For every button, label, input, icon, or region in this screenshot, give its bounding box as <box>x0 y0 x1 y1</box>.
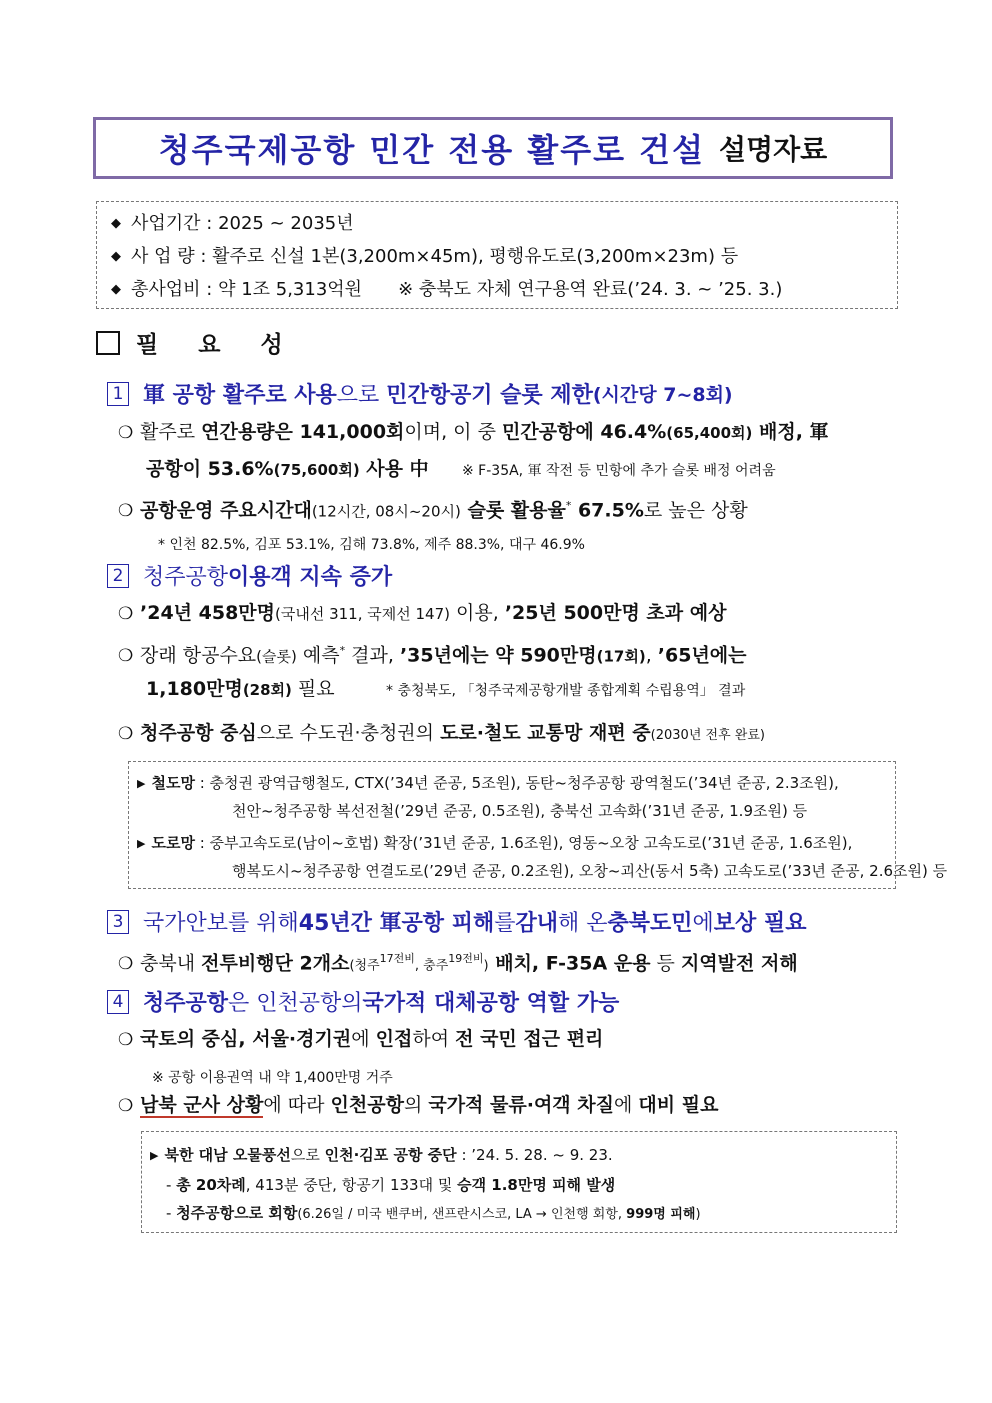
text: 1,180만명 <box>146 678 243 700</box>
road-line-2: 행복도시~청주공항 연결도로(’29년 준공, 0.2조원), 오창~괴산(동서 5축) 고속도로(’33년 준공, 2.6조원) 등 <box>232 862 948 880</box>
text: (17회) <box>596 647 646 666</box>
heading-part: 국가적 대체공항 역할 가능 <box>362 991 620 1016</box>
text: (75,600회) <box>273 461 360 479</box>
text: 인천공항 <box>330 1094 404 1116</box>
footnote-marker: * <box>565 499 572 512</box>
text: ’35년에는 약 590만명 <box>399 644 597 667</box>
summary-label: 총사업비 <box>131 279 201 300</box>
heading-part: 를 위해 <box>228 911 299 936</box>
text: (국내선 311, 국제선 147) <box>275 605 450 623</box>
text: 의 <box>403 1094 429 1116</box>
heading-part: 감내 <box>515 911 558 936</box>
summary-box <box>96 201 898 309</box>
text: , 413분 중단, 항공기 133대 및 <box>245 1176 458 1194</box>
text: 북한 대남 오물풍선 <box>164 1146 291 1164</box>
heading-part: 민간항공기 슬롯 제한 <box>386 383 593 408</box>
text: 공항운영 주요시간대 <box>140 499 312 522</box>
text: ) <box>483 958 489 974</box>
text: 으로 <box>290 1146 325 1164</box>
text: 이용, <box>449 602 505 624</box>
item-2-bullet-2-line-2 <box>146 675 335 704</box>
text: 장래 항공수요 <box>140 644 257 667</box>
balloon-line-2 <box>166 1174 615 1195</box>
text: 국가적 물류·여객 차질 <box>428 1094 614 1116</box>
balloon-line-3 <box>166 1202 701 1223</box>
title-sub: 설명자료 <box>719 133 828 166</box>
heading-part: 에 <box>692 911 714 936</box>
text: 17전비 <box>379 952 415 965</box>
text: 청주공항으로 회항 <box>176 1204 298 1222</box>
text: , <box>645 644 658 667</box>
footnote: * 충청북도, 「청주국제공항개발 종합계획 수립용역」 결과 <box>386 683 746 699</box>
text: 도로·철도 교통망 재편 중 <box>440 722 651 744</box>
text: 청주공항 중심 <box>140 722 257 744</box>
text: , 충주 <box>414 958 449 974</box>
item-2-heading <box>107 560 392 591</box>
diamond-bullet-icon: ◆ <box>111 249 121 264</box>
diamond-bullet-icon: ◆ <box>111 282 121 297</box>
text: ) <box>695 1207 701 1222</box>
summary-value: 2025 ~ 2035년 <box>218 213 354 234</box>
heading-part: 으로 <box>336 383 380 408</box>
text: (12시간, 08시~20시) <box>311 502 461 521</box>
item-4-bullet-2 <box>118 1091 718 1120</box>
text: 활주로 <box>140 421 202 443</box>
summary-period: ◆ 사업기간 : 2025 ~ 2035년 <box>111 213 354 234</box>
item-1-bullet-1-line-1 <box>118 418 829 447</box>
circle-bullet-icon: ❍ <box>118 1096 134 1116</box>
triangle-bullet-icon: ▶ <box>137 837 146 850</box>
text: 에 <box>613 1094 639 1116</box>
text: 민간공항에 46.4% <box>501 421 667 443</box>
heading-part: 軍 공항 활주로 사용 <box>143 383 337 408</box>
balloon-detail-box <box>141 1131 897 1233</box>
text: (6.26일 / 미국 밴쿠버, 샌프란시스코, LA → 인천행 회항, <box>297 1207 627 1222</box>
heading-part: 청주공항 <box>143 991 229 1016</box>
text: ’25년 500만명 초과 예상 <box>504 602 727 624</box>
text: (28회) <box>242 681 292 699</box>
checkbox-square-icon <box>96 331 120 355</box>
text: 승객 1.8만명 피해 발생 <box>457 1176 616 1194</box>
summary-label: 사 업 량 <box>131 246 195 267</box>
circle-bullet-icon: ❍ <box>118 604 134 624</box>
text: - <box>166 1204 177 1222</box>
text: 공항이 53.6% <box>146 458 274 480</box>
summary-value: 활주로 신설 1본(3,200m×45m), 평행유도로(3,200m×23m) 등 <box>212 246 739 267</box>
text: 67.5% <box>571 499 644 522</box>
rail-line-2: 천안~청주공항 복선전철(’29년 준공, 0.5조원), 충북선 고속화(’31년 준공, 1.9조원) 등 <box>232 802 808 820</box>
heading-part: (시간당 7~8회) <box>592 384 733 406</box>
heading-part: 국가안보 <box>143 911 229 936</box>
section-heading <box>96 326 299 359</box>
text: (슬롯) <box>256 647 297 666</box>
diamond-bullet-icon: ◆ <box>111 216 121 231</box>
summary-cost: ◆ 총사업비 : 약 1조 5,313억원 ※ 충북도 자체 연구용역 완료(’24. 3. ~ ’25. 3.) <box>111 279 783 300</box>
text: 전 국민 접근 편리 <box>455 1028 604 1050</box>
heading-part: 이용객 지속 증가 <box>228 565 393 590</box>
road-label: 도로망 <box>151 834 195 852</box>
summary-note: ※ 충북도 자체 연구용역 완료(’24. 3. ~ ’25. 3.) <box>398 279 783 300</box>
item-number-box: 3 <box>107 910 129 934</box>
text: 남북 군사 상황 <box>140 1094 264 1116</box>
heading-part: 충북도민 <box>607 911 693 936</box>
text: 중부고속도로(남이~호법) 확장(’31년 준공, 1.6조원), 영동~오창 고속도로(’31년 준공, 1.6조원), <box>209 834 853 852</box>
text: : ’24. 5. 28. ~ 9. 23. <box>456 1146 613 1164</box>
text: 인접 <box>375 1028 413 1050</box>
text: - <box>166 1176 177 1194</box>
footnote: ※ F-35A, 軍 작전 등 민항에 추가 슬롯 배정 어려움 <box>462 463 776 479</box>
text: ’65년에는 <box>657 644 747 667</box>
text: 19전비 <box>448 952 484 965</box>
heading-part: 보상 필요 <box>713 911 807 936</box>
item-number-box: 1 <box>107 382 129 406</box>
text: 인천·김포 공항 중단 <box>324 1146 457 1164</box>
circle-bullet-icon: ❍ <box>118 423 134 443</box>
item-2-bullet-1 <box>118 599 726 628</box>
circle-bullet-icon: ❍ <box>118 1030 134 1050</box>
item-3-heading <box>107 906 806 937</box>
text: 충청권 광역급행철도, CTX(’34년 준공, 5조원), 동탄~청주공항 광역철도(’34년 준공, 2.3조원), <box>209 774 839 792</box>
text: ’24년 458만명 <box>140 602 275 624</box>
summary-label: 사업기간 <box>131 213 201 234</box>
item-1-bullet-1-line-2 <box>146 455 429 484</box>
heading-part: 청주공항 <box>143 565 229 590</box>
circle-bullet-icon: ❍ <box>118 501 134 522</box>
text: 에 <box>351 1028 376 1050</box>
summary-value: 약 1조 5,313억원 <box>218 279 363 300</box>
text: 국토의 중심, 서울·경기권 <box>140 1028 352 1050</box>
text: 지역발전 저해 <box>680 952 798 975</box>
heading-part: 를 <box>494 911 516 936</box>
item-number-box: 4 <box>107 990 129 1014</box>
heading-part: 해 온 <box>558 911 608 936</box>
text: 등 <box>650 952 681 975</box>
text: (65,400회) <box>666 424 753 442</box>
title-box <box>93 117 893 179</box>
text: 충북내 <box>140 952 202 975</box>
text: 이며, 이 중 <box>404 421 502 443</box>
text: 슬롯 활용율 <box>460 499 566 522</box>
text: 대비 필요 <box>638 1094 719 1116</box>
text: 배치, F-35A 운용 <box>488 952 651 975</box>
item-4-heading <box>107 986 619 1017</box>
text: 하여 <box>412 1028 456 1050</box>
road-line-1: ▶ 도로망 : 중부고속도로(남이~호법) 확장(’31년 준공, 1.6조원), 영동~오창 고속도로(’31년 준공, 1.6조원), <box>137 834 853 852</box>
text: 999명 피해 <box>626 1207 696 1222</box>
text: (청주 <box>349 958 380 974</box>
triangle-bullet-icon: ▶ <box>150 1149 159 1162</box>
triangle-bullet-icon: ▶ <box>137 777 146 790</box>
text: (2030년 전후 완료) <box>650 728 765 743</box>
footnote: ※ 공항 이용권역 내 약 1,400만명 거주 <box>152 1070 393 1086</box>
item-3-bullet-1 <box>118 945 798 980</box>
item-2-bullet-3 <box>118 719 765 750</box>
heading-part: 은 인천공항의 <box>228 991 363 1016</box>
footnote: * 인천 82.5%, 김포 53.1%, 김해 73.8%, 제주 88.3%, 대구 46.9% <box>158 537 585 553</box>
text: 연간용량은 141,000회 <box>201 421 405 443</box>
item-2-bullet-2-line-1 <box>118 637 747 670</box>
balloon-line-1 <box>150 1144 613 1165</box>
text: 로 높은 상황 <box>643 499 748 522</box>
text: 총 20차례 <box>176 1176 246 1194</box>
heading-part: 45년간 軍공항 피해 <box>298 911 495 936</box>
circle-bullet-icon: ❍ <box>118 646 134 667</box>
rail-label: 철도망 <box>151 774 195 792</box>
text: 으로 수도권·충청권의 <box>256 722 441 744</box>
text: 배정, 軍 <box>752 421 829 443</box>
summary-scope: ◆ 사 업 량 : 활주로 신설 1본(3,200m×45m), 평행유도로(3,200m×23m) 등 <box>111 246 739 267</box>
text: 예측 <box>296 644 340 667</box>
circle-bullet-icon: ❍ <box>118 724 134 744</box>
text: 에 따라 <box>263 1094 331 1116</box>
text: 결과, <box>345 644 400 667</box>
item-4-bullet-1 <box>118 1025 603 1054</box>
item-number-box: 2 <box>107 564 129 588</box>
transport-detail-box <box>128 761 948 889</box>
text: 필요 <box>291 678 335 700</box>
item-1-heading <box>107 378 733 409</box>
rail-line-1: ▶ 철도망 : 충청권 광역급행철도, CTX(’34년 준공, 5조원), 동탄~청주공항 광역철도(’34년 준공, 2.3조원), <box>137 774 839 792</box>
circle-bullet-icon: ❍ <box>118 954 134 975</box>
text: 사용 中 <box>359 458 429 480</box>
text: 전투비행단 2개소 <box>201 952 350 975</box>
item-1-bullet-2 <box>118 492 748 525</box>
section-title: 필 요 성 <box>136 332 299 358</box>
footnote-marker: * <box>339 644 346 657</box>
title-main: 청주국제공항 민간 전용 활주로 건설 <box>158 131 706 169</box>
